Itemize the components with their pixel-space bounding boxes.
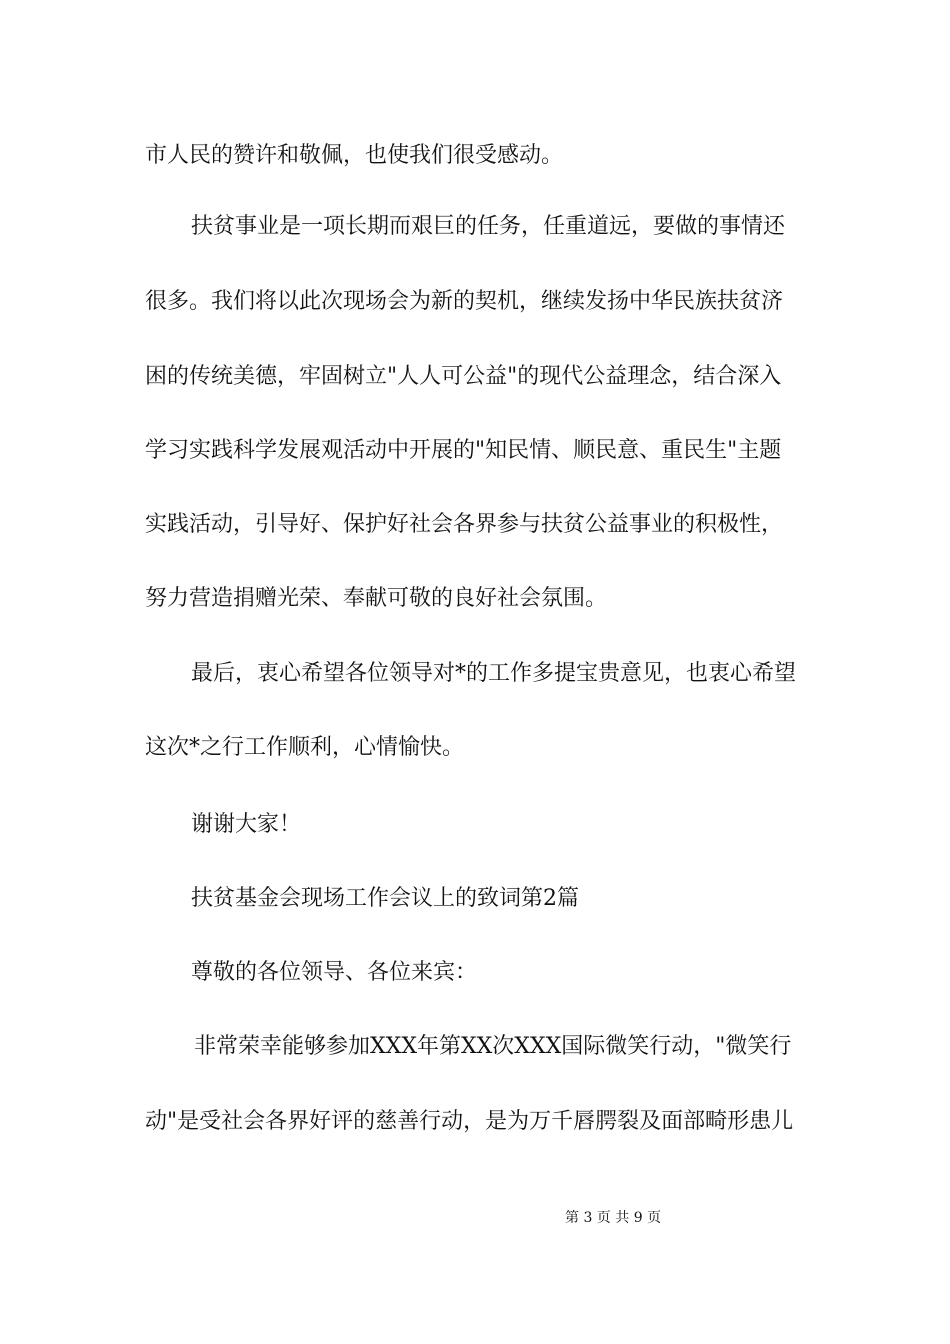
section-heading: 扶贫基金会现场工作会议上的致词第2篇 xyxy=(191,886,579,911)
text-line-1: 市人民的赞许和敬佩，也使我们很受感动。 xyxy=(145,143,564,168)
paragraph-poverty-alleviation-line-2: 很多。我们将以此次现场会为新的契机，继续发扬中华民族扶贫济 xyxy=(145,289,784,314)
paragraph-smile-operation-line-1: 非常荣幸能够参加XXX年第XX次XXX国际微笑行动，"微笑行 xyxy=(194,1034,792,1059)
paragraph-poverty-alleviation-line-3: 困的传统美德，牢固树立"人人可公益"的现代公益理念，结合深入 xyxy=(145,364,782,389)
salutation-line: 尊敬的各位领导、各位来宾： xyxy=(191,960,478,985)
thanks-line: 谢谢大家！ xyxy=(191,812,302,837)
paragraph-closing-line-2: 这次*之行工作顺利，心情愉快。 xyxy=(145,735,465,760)
paragraph-poverty-alleviation-line-5: 实践活动，引导好、保护好社会各界参与扶贫公益事业的积极性， xyxy=(145,512,784,537)
paragraph-poverty-alleviation-line-4: 学习实践科学发展观活动中开展的"知民情、顺民意、重民生"主题 xyxy=(145,438,782,463)
paragraph-closing-line-1: 最后，衷心希望各位领导对*的工作多提宝贵意见，也衷心希望 xyxy=(191,661,797,686)
paragraph-poverty-alleviation-line-1: 扶贫事业是一项长期而艰巨的任务，任重道远，要做的事情还 xyxy=(191,214,786,239)
page-number-label: 第 3 页 共 9 页 xyxy=(565,1210,662,1226)
paragraph-smile-operation-line-2: 动"是受社会各界好评的慈善行动，是为万千唇腭裂及面部畸形患儿 xyxy=(145,1109,794,1134)
paragraph-poverty-alleviation-line-6: 努力营造捐赠光荣、奉献可敬的良好社会氛围。 xyxy=(145,586,608,611)
